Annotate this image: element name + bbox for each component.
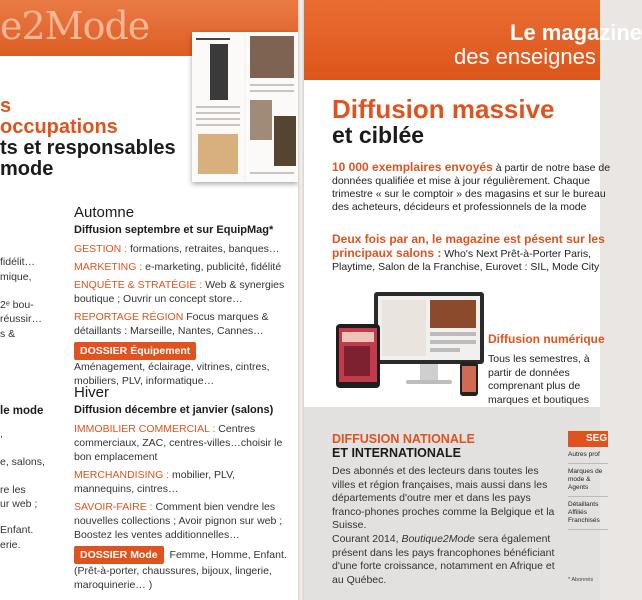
- topic-item: SAVOIR-FAIRE : Comment bien vendre les nouvelles collections ; Avoir pignon sur web ; Boostez les ventes additionnelles…: [74, 501, 283, 541]
- section-subheading: et ciblée: [332, 122, 425, 148]
- right-page: [302, 0, 642, 600]
- autumn-section: [74, 204, 298, 392]
- cut-text: re les: [0, 484, 26, 496]
- cut-text: ,: [0, 428, 3, 440]
- dossier-badge: DOSSIER Équipement: [74, 342, 196, 360]
- cut-text: erie.: [0, 539, 21, 551]
- brand-logo: e2Mode: [0, 4, 150, 48]
- right-banner: [302, 0, 642, 80]
- cut-text: le mode: [0, 405, 44, 417]
- dossier-item: DOSSIER Mode Femme, Homme, Enfant. (Prêt-à-porter, chaussures, bijoux, lingerie, maroquinerie… ): [74, 546, 298, 592]
- devices-illustration: [334, 290, 494, 400]
- segment-sidebar: [568, 431, 608, 530]
- digital-text: Tous les semestres, à partir de données comprenant plus de marques et boutiques: [488, 353, 590, 406]
- topic-item: MERCHANDISING : mobilier, PLV, mannequins, cintres…: [74, 469, 236, 495]
- cut-text: Enfant.: [0, 524, 34, 536]
- panel-paragraph: Courant 2014, Boutique2Mode sera également présent dans les pays francophones bénéficiant d'une forte croissance, notamment en Afrique et au Québec.: [332, 533, 555, 586]
- left-page: [0, 0, 300, 600]
- footnote: * Abonnés: [568, 577, 594, 583]
- topic-item: GESTION : formations, retraites, banques…: [74, 243, 280, 255]
- cut-text: s &: [0, 328, 16, 340]
- circulation-paragraph: 10 000 exemplaires envoyés à partir de notre base de données qualifiée et mise à jour régulièrement. Chaque trimestre « sur le comptoir » des magasins et sur le bureau des acheteurs, décideurs et professionnels de la mode: [332, 160, 611, 213]
- panel-heading: DIFFUSION NATIONALE: [332, 432, 475, 446]
- cut-text: ur web ;: [0, 498, 38, 510]
- magazine-spread-thumbnail: [192, 32, 298, 182]
- digital-heading: Diffusion numérique: [488, 332, 605, 346]
- distribution-panel: [302, 407, 608, 600]
- dossier-item: DOSSIER Équipement Aménagement, éclairage, vitrines, cintres, mobiliers, PLV, informatique…: [74, 342, 298, 388]
- topic-item: MARKETING : e-marketing, publicité, fidélité: [74, 261, 282, 273]
- cut-text: 2ᵉ bou-: [0, 299, 34, 311]
- cut-text: fidélit…: [0, 256, 36, 268]
- dossier-badge: DOSSIER Mode: [74, 546, 164, 564]
- season-subtitle: Diffusion septembre et sur EquipMag*: [74, 224, 274, 236]
- cut-text: réussir…: [0, 313, 43, 325]
- segment-item: Marques de mode & Agents: [568, 464, 608, 497]
- salons-paragraph: Deux fois par an, le magazine est pésent sur les principaux salons : Who's Next Prêt-à-Porter Paris, Playtime, Salon de la Franchise, Eurovet : SIL, Mode City: [332, 232, 605, 273]
- section-heading: Diffusion massive: [332, 94, 555, 124]
- topic-item: ENQUÊTE & STRATÉGIE : Web & synergies boutique ; Ouvrir un concept store…: [74, 279, 285, 305]
- headline: s occupations ts et responsables mode: [0, 95, 176, 180]
- season-title: Hiver: [74, 384, 110, 401]
- page-gutter: [298, 0, 304, 600]
- segment-item: Détaillants Affiliés Franchisés: [568, 497, 608, 530]
- winter-section: [74, 384, 298, 596]
- panel-paragraph: Des abonnés et des lecteurs dans toutes les villes et région françaises, mais aussi dans les départements d'outre mer et dans les pays franco-phones proches comme la Belgique et la Suisse.: [332, 465, 555, 531]
- segment-item: Autres prof: [568, 447, 608, 464]
- segment-tab: SEG: [568, 431, 608, 447]
- magazine-title: Le magazine: [510, 20, 642, 45]
- panel-subheading: ET INTERNATIONALE: [332, 446, 461, 460]
- topic-item: REPORTAGE RÉGION Focus marques & détaillants : Marseille, Nantes, Cannes…: [74, 311, 269, 337]
- cut-text: mique,: [0, 271, 32, 283]
- topic-item: IMMOBILIER COMMERCIAL : Centres commerciaux, ZAC, centres-villes…choisir le bon emplacement: [74, 423, 283, 463]
- season-subtitle: Diffusion décembre et janvier (salons): [74, 404, 274, 416]
- magazine-subtitle: des enseignes: [454, 44, 596, 69]
- cut-text: e, salons,: [0, 456, 45, 468]
- season-title: Automne: [74, 204, 135, 221]
